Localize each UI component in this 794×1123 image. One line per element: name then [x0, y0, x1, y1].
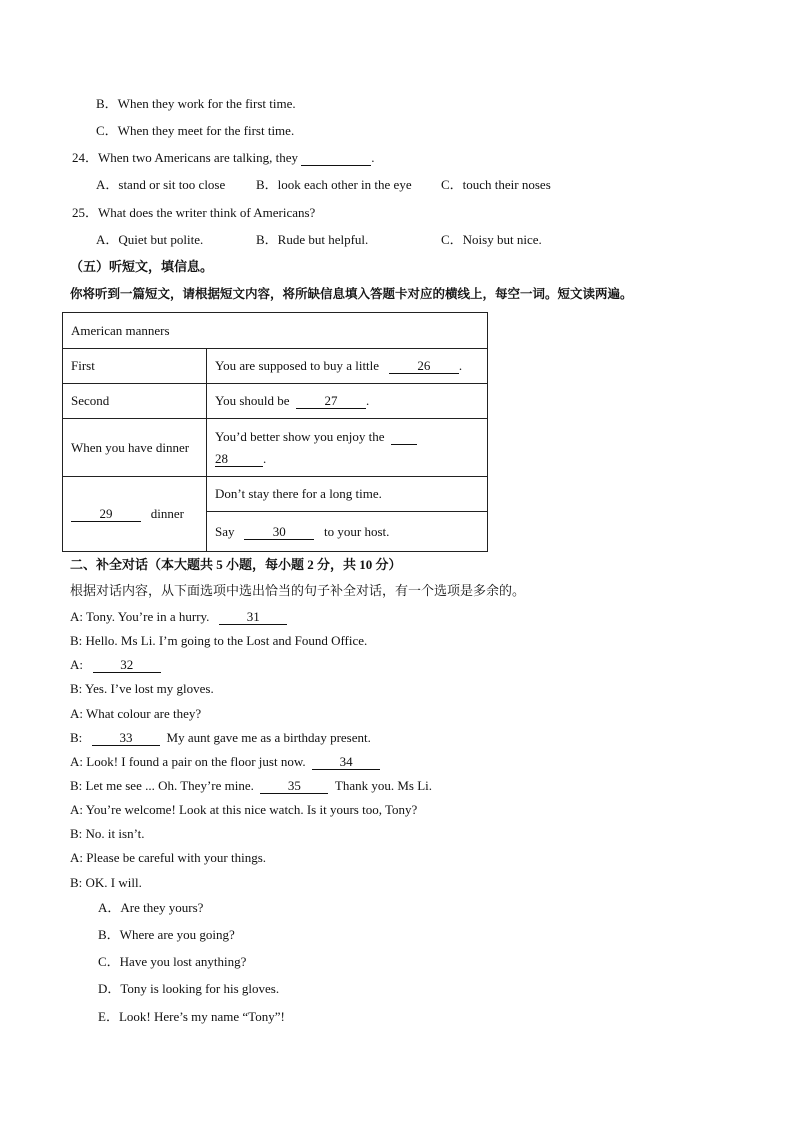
- row1-end: .: [458, 358, 463, 373]
- q24-stem-text: 24．When two Americans are talking, they: [72, 150, 298, 165]
- q23-option-b: B．When they work for the first time.: [96, 96, 296, 111]
- option-e: E．Look! Here’s my name “Tony”!: [98, 1009, 285, 1024]
- q24-blank: [301, 151, 371, 166]
- blank-28: 28: [215, 452, 263, 467]
- dialog-line-3: [70, 657, 161, 673]
- q24-option-b: B．look each other in the eye: [256, 177, 412, 192]
- row5-end: to your host.: [324, 523, 390, 539]
- table-row4-content: Don’t stay there for a long time.: [207, 477, 488, 512]
- dialog-line-9: A: You’re welcome! Look at this nice watch. Is it yours too, Tony?: [70, 802, 418, 817]
- row1-text: You are supposed to buy a little: [215, 358, 380, 373]
- dialog-line-8-end: Thank you. Ms Li.: [334, 778, 433, 793]
- blank-34: 34: [312, 755, 380, 770]
- row2-text: You should be: [215, 393, 290, 408]
- blank-28-start: [391, 430, 417, 445]
- option-c: C．Have you lost anything?: [98, 954, 247, 969]
- info-table: [62, 312, 488, 552]
- dialog-line-3-text: A:: [70, 657, 83, 672]
- dialog-line-6-text: B:: [70, 730, 83, 745]
- q25-option-a: A．Quiet but polite.: [96, 232, 204, 247]
- q25-stem: 25．What does the writer think of Americans?: [72, 205, 316, 220]
- blank-33: 33: [92, 731, 160, 746]
- dialog-line-10: B: No. it isn’t.: [70, 826, 145, 841]
- q25-option-c: C．Noisy but nice.: [441, 232, 542, 247]
- q25-option-b: B．Rude but helpful.: [256, 232, 369, 247]
- dialog-line-1: [70, 609, 287, 625]
- row5-say: Say: [215, 523, 235, 539]
- row3-end: .: [263, 450, 267, 466]
- blank-31: 31: [219, 610, 287, 625]
- table-row3-content: [207, 419, 488, 477]
- part2-instruction: 根据对话内容，从下面选项中选出恰当的句子补全对话，有一个选项是多余的。: [70, 583, 526, 598]
- table-row1-content: [207, 349, 488, 384]
- table-row3-label: When you have dinner: [63, 419, 207, 477]
- table-row2-content: [207, 384, 488, 419]
- q24-option-c: C．touch their noses: [441, 177, 551, 192]
- option-b: B．Where are you going?: [98, 927, 235, 942]
- q24-stem: [72, 150, 375, 166]
- blank-29: 29: [71, 507, 141, 522]
- option-a: A．Are they yours?: [98, 900, 204, 915]
- table-title: American manners: [63, 313, 488, 349]
- blank-35: 35: [260, 779, 328, 794]
- section5-heading: （五）听短文，填信息。: [70, 259, 214, 274]
- option-d: D．Tony is looking for his gloves.: [98, 981, 280, 996]
- blank-27: 27: [296, 394, 366, 409]
- dialog-line-12: B: OK. I will.: [70, 875, 142, 890]
- dialog-line-2: B: Hello. Ms Li. I’m going to the Lost and Found Office.: [70, 633, 368, 648]
- dialog-line-5: A: What colour are they?: [70, 706, 202, 721]
- dialog-line-8-text: B: Let me see ... Oh. They’re mine.: [70, 778, 254, 793]
- table-row1-label: First: [63, 349, 207, 384]
- row3-text: You’d better show you enjoy the: [215, 428, 385, 444]
- blank-30: 30: [244, 525, 314, 540]
- dialog-line-8: [70, 778, 432, 794]
- dialog-line-6: [70, 730, 371, 746]
- section5-instruction: 你将听到一篇短文，请根据短文内容，将所缺信息填入答题卡对应的横线上，每空一词。短文读两遍。: [70, 287, 633, 301]
- dialog-line-11: A: Please be careful with your things.: [70, 850, 267, 865]
- blank-26: 26: [389, 359, 459, 374]
- table-row4-label: [63, 477, 207, 552]
- q24-stem-end: .: [371, 150, 375, 165]
- q23-option-c: C．When they meet for the first time.: [96, 123, 295, 138]
- dialog-line-7: [70, 754, 380, 770]
- q24-option-a: A．stand or sit too close: [96, 177, 226, 192]
- dialog-line-7-text: A: Look! I found a pair on the floor just now.: [70, 754, 306, 769]
- dialog-line-6-end: My aunt gave me as a birthday present.: [166, 730, 371, 745]
- dialog-line-4: B: Yes. I’ve lost my gloves.: [70, 681, 214, 696]
- part2-heading: 二、补全对话（本大题共 5 小题，每小题 2 分，共 10 分）: [70, 557, 402, 572]
- row2-end: .: [366, 393, 370, 408]
- dialog-line-1-text: A: Tony. You’re in a hurry.: [70, 609, 210, 624]
- table-row5-content: [207, 512, 488, 552]
- blank-32: 32: [93, 658, 161, 673]
- row4-dinner: dinner: [150, 506, 184, 521]
- table-row2-label: Second: [63, 384, 207, 419]
